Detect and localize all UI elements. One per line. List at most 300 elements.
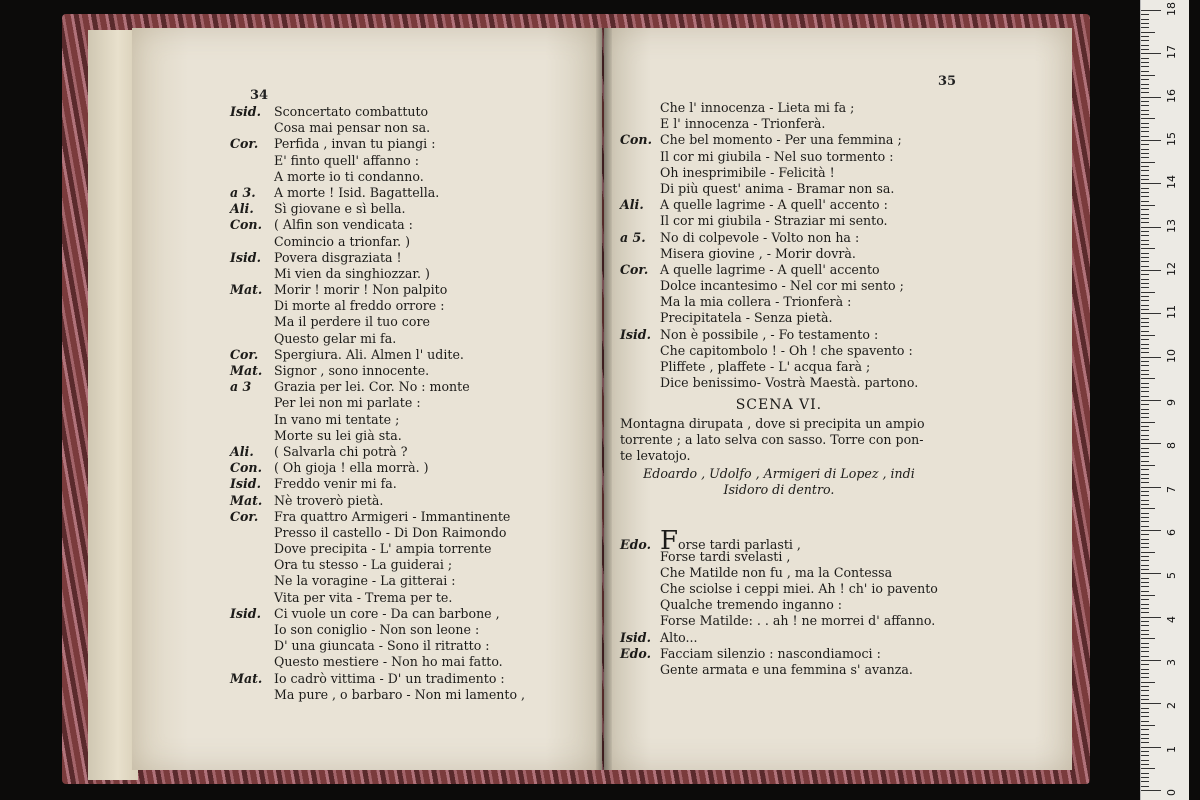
- ruler-tick: [1141, 708, 1149, 709]
- ruler-tick: [1141, 582, 1149, 583]
- ruler-tick: [1141, 530, 1161, 531]
- ruler-tick: [1141, 36, 1149, 37]
- verse-text: Gente armata e una femmina s' avanza.: [660, 662, 913, 678]
- verse-line: [230, 185, 525, 201]
- ruler-tick: [1141, 71, 1149, 72]
- speaker-label: Isid.: [230, 476, 261, 492]
- verse-line: [230, 412, 525, 428]
- ruler-tick: [1141, 253, 1149, 254]
- verse-line: [620, 375, 938, 391]
- ruler-tick: [1141, 365, 1149, 366]
- ruler-tick: [1141, 517, 1149, 518]
- verse-text: A morte ! Isid. Bagattella.: [274, 184, 440, 200]
- verse-text: Cosa mai pensar non sa.: [274, 120, 431, 136]
- ruler-tick: [1141, 664, 1149, 665]
- verse-line: [230, 654, 525, 670]
- stage-direction: [620, 416, 938, 465]
- verse-line: [620, 597, 938, 613]
- verse-line: [230, 687, 525, 703]
- speaker-label: a 3.: [230, 184, 256, 200]
- ruler-tick: [1141, 244, 1149, 245]
- ruler-tick: [1141, 725, 1155, 726]
- ruler-tick: [1141, 465, 1155, 466]
- speaker-label: Cor.: [620, 261, 649, 277]
- ruler-tick: [1141, 175, 1149, 176]
- ruler-tick: [1141, 292, 1155, 293]
- ruler-tick: [1141, 695, 1149, 696]
- character-list: [620, 466, 938, 498]
- speaker-label: Ali.: [230, 201, 254, 217]
- ruler-tick: [1141, 768, 1155, 769]
- ruler-tick: [1141, 443, 1161, 444]
- ruler-tick: [1141, 565, 1149, 566]
- left-page-number: 34: [250, 88, 269, 103]
- ruler-tick: [1141, 391, 1149, 392]
- verse-text: Oh inesprimibile - Felicità !: [660, 164, 835, 180]
- ruler-tick: [1141, 114, 1149, 115]
- verse-line: [230, 638, 525, 654]
- ruler-tick: [1141, 452, 1149, 453]
- ruler-number: 1: [1165, 745, 1178, 753]
- ruler-tick: [1141, 521, 1149, 522]
- ruler-number: 7: [1165, 485, 1178, 493]
- verse-text: Che Matilde non fu , ma la Contessa: [660, 564, 893, 580]
- verse-text: Alto...: [660, 629, 698, 645]
- ruler-tick: [1141, 127, 1149, 128]
- ruler-tick: [1141, 75, 1155, 76]
- verse-line: [230, 169, 525, 185]
- ruler-number: 13: [1165, 218, 1178, 233]
- ruler-tick: [1141, 131, 1149, 132]
- ruler-tick: [1141, 153, 1149, 154]
- ruler-tick: [1141, 703, 1161, 704]
- ruler-tick: [1141, 413, 1149, 414]
- verse-line: [620, 359, 938, 375]
- ruler-tick: [1141, 383, 1149, 384]
- ruler-number: 18: [1165, 2, 1178, 16]
- verse-line: [620, 581, 938, 597]
- verse-text: Freddo venir mi fa.: [274, 476, 397, 492]
- ruler-tick: [1141, 97, 1161, 98]
- ruler-tick: [1141, 88, 1149, 89]
- verse-text: Forse tardi svelasti ,: [660, 548, 791, 564]
- verse-line: [230, 266, 525, 282]
- ruler-tick: [1141, 482, 1149, 483]
- verse-text: Perfida , invan tu piangi :: [274, 136, 436, 152]
- ruler-tick: [1141, 66, 1149, 67]
- ruler-tick: [1141, 261, 1149, 262]
- verse-line: [230, 282, 525, 298]
- verse-line: [620, 549, 938, 565]
- verse-line: [230, 136, 525, 152]
- verse-text: A quelle lagrime - A quell' accento: [660, 261, 880, 277]
- ruler-tick: [1141, 214, 1149, 215]
- ruler-tick: [1141, 209, 1149, 210]
- ruler-tick: [1141, 105, 1149, 106]
- ruler-tick: [1141, 755, 1149, 756]
- verse-line: [230, 460, 525, 476]
- right-page: [604, 28, 1072, 770]
- ruler-tick: [1141, 573, 1161, 574]
- ruler-tick: [1141, 552, 1155, 553]
- verse-text: Comincio a trionfar. ): [274, 233, 411, 249]
- ruler-tick: [1141, 786, 1149, 787]
- speaker-label: a 5.: [620, 229, 646, 245]
- ruler-tick: [1141, 677, 1149, 678]
- verse-text: Qualche tremendo inganno :: [660, 597, 843, 613]
- ruler-number: 3: [1165, 659, 1178, 666]
- verse-line: [230, 476, 525, 492]
- ruler-tick: [1141, 491, 1149, 492]
- ruler-tick: [1141, 162, 1155, 163]
- ruler-tick: [1141, 591, 1149, 592]
- verse-line: [230, 379, 525, 395]
- ruler-tick: [1141, 192, 1149, 193]
- verse-line: [230, 525, 525, 541]
- page-edges: [88, 30, 138, 780]
- verse-line: [230, 314, 525, 330]
- ruler-tick: [1141, 721, 1149, 722]
- speaker-label: Isid.: [230, 249, 261, 265]
- ruler-tick: [1141, 400, 1161, 401]
- ruler-tick: [1141, 686, 1149, 687]
- verse-text: Il cor mi giubila - Straziar mi sento.: [660, 213, 888, 229]
- verse-text: Dice benissimo- Vostrà Maestà. partono.: [660, 375, 919, 391]
- text-line: Montagna dirupata , dove si precipita un ampio: [620, 415, 925, 431]
- ruler-tick: [1141, 612, 1149, 613]
- verse-line: [230, 557, 525, 573]
- ruler-tick: [1141, 58, 1149, 59]
- measuring-ruler: [1140, 0, 1189, 800]
- ruler-tick: [1141, 647, 1149, 648]
- ruler-tick: [1141, 118, 1155, 119]
- verse-text: ( Oh gioja ! ella morrà. ): [274, 460, 429, 476]
- verse-line: [230, 428, 525, 444]
- ruler-tick: [1141, 534, 1149, 535]
- verse-line: [230, 234, 525, 250]
- ruler-tick: [1141, 339, 1149, 340]
- verse-line: [620, 230, 938, 246]
- ruler-tick: [1141, 266, 1149, 267]
- verse-line: [230, 671, 525, 687]
- text-line: torrente ; a lato selva con sasso. Torre con pon-: [620, 431, 924, 447]
- ruler-tick: [1141, 760, 1149, 761]
- ruler-tick: [1141, 136, 1149, 137]
- ruler-tick: [1141, 781, 1149, 782]
- ruler-tick: [1141, 699, 1149, 700]
- ruler-tick: [1141, 166, 1149, 167]
- ruler-tick: [1141, 560, 1149, 561]
- ruler-tick: [1141, 222, 1149, 223]
- ruler-tick: [1141, 32, 1155, 33]
- ruler-tick: [1141, 279, 1149, 280]
- verse-text: Sì giovane e sì bella.: [274, 201, 406, 217]
- verse-text: Di più quest' anima - Bramar non sa.: [660, 180, 895, 196]
- ruler-number: 15: [1165, 132, 1178, 146]
- ruler-tick: [1141, 331, 1149, 332]
- ruler-tick: [1141, 305, 1149, 306]
- ruler-tick: [1141, 673, 1149, 674]
- ruler-tick: [1141, 690, 1149, 691]
- right-page-text: [620, 100, 938, 678]
- ruler-tick: [1141, 556, 1149, 557]
- ruler-tick: [1141, 23, 1149, 24]
- verse-text: Sconcertato combattuto: [274, 104, 429, 119]
- ruler-tick: [1141, 27, 1149, 28]
- ruler-tick: [1141, 456, 1149, 457]
- ruler-tick: [1141, 539, 1149, 540]
- verse-text: Dolce incantesimo - Nel cor mi sento ;: [660, 278, 904, 294]
- ruler-tick: [1141, 734, 1149, 735]
- left-page-text: [230, 104, 525, 703]
- ruler-tick: [1141, 625, 1149, 626]
- ruler-tick: [1141, 638, 1155, 639]
- book-gutter: [596, 28, 612, 770]
- verse-text: Che capitombolo ! - Oh ! che spavento :: [660, 342, 913, 358]
- verse-text: No di colpevole - Volto non ha :: [660, 229, 860, 245]
- ruler-tick: [1141, 578, 1149, 579]
- verse-text: orse tardi parlasti ,: [678, 536, 801, 552]
- ruler-number: 12: [1165, 262, 1178, 276]
- ruler-tick: [1141, 49, 1149, 50]
- ruler-tick: [1141, 599, 1149, 600]
- ruler-tick: [1141, 478, 1149, 479]
- ruler-tick: [1141, 422, 1155, 423]
- ruler-tick: [1141, 526, 1149, 527]
- verse-line: [620, 100, 938, 116]
- ruler-tick: [1141, 426, 1149, 427]
- ruler-tick: [1141, 45, 1149, 46]
- ruler-tick: [1141, 660, 1161, 661]
- text-line: te levatojo.: [620, 447, 691, 463]
- ruler-tick: [1141, 296, 1149, 297]
- ruler-tick: [1141, 352, 1149, 353]
- ruler-tick: [1141, 742, 1149, 743]
- ruler-tick: [1141, 634, 1149, 635]
- ruler-tick: [1141, 344, 1149, 345]
- verse-text: Spergiura. Ali. Almen l' udite.: [274, 346, 464, 362]
- verse-line: [230, 606, 525, 622]
- ruler-tick: [1141, 604, 1149, 605]
- verse-text: Dove precipita - L' ampia torrente: [274, 541, 492, 557]
- ruler-tick: [1141, 595, 1155, 596]
- speaker-label: Cor.: [230, 136, 259, 152]
- ruler-tick: [1141, 396, 1149, 397]
- ruler-number: 4: [1165, 615, 1178, 623]
- verse-text: Questo mestiere - Non ho mai fatto.: [274, 654, 503, 670]
- verse-line: [620, 343, 938, 359]
- verse-line: [620, 132, 938, 148]
- ruler-tick: [1141, 170, 1149, 171]
- verse-line: [620, 646, 938, 662]
- verse-text: Signor , sono innocente.: [274, 363, 430, 378]
- ruler-tick: [1141, 617, 1161, 618]
- verse-text: Non è possibile , - Fo testamento :: [660, 326, 879, 342]
- ruler-tick: [1141, 716, 1149, 717]
- text-line: Isidoro di dentro.: [723, 482, 835, 498]
- ruler-tick: [1141, 404, 1149, 405]
- ruler-tick: [1141, 123, 1149, 124]
- verse-line: [620, 262, 938, 278]
- ruler-tick: [1141, 10, 1161, 11]
- ruler-tick: [1141, 586, 1149, 587]
- verse-text: Pliffete , plaffete - L' acqua farà ;: [660, 359, 871, 374]
- verse-text: Grazia per lei. Cor. No : monte: [274, 379, 470, 395]
- verse-line: [230, 363, 525, 379]
- ruler-tick: [1141, 218, 1149, 219]
- verse-line: [230, 347, 525, 363]
- speaker-label: Edo.: [620, 645, 651, 661]
- verse-line: [620, 213, 938, 229]
- ruler-tick: [1141, 747, 1161, 748]
- verse-text: Che l' innocenza - Lieta mi fa ;: [660, 100, 855, 115]
- verse-text: Di morte al freddo orrore :: [274, 298, 445, 314]
- verse-line: [620, 613, 938, 629]
- ruler-tick: [1141, 283, 1149, 284]
- verse-line: [620, 149, 938, 165]
- speaker-label: Isid.: [620, 629, 651, 645]
- speaker-label: Cor.: [230, 346, 259, 362]
- verse-line: [230, 201, 525, 217]
- verse-line: [230, 395, 525, 411]
- verse-line: [230, 331, 525, 347]
- ruler-tick: [1141, 790, 1161, 791]
- verse-text: Mi vien da singhiozzar. ): [274, 265, 430, 281]
- ruler-tick: [1141, 257, 1149, 258]
- ruler-tick: [1141, 53, 1161, 54]
- speaker-label: Isid.: [230, 605, 261, 621]
- verse-text: Il cor mi giubila - Nel suo tormento :: [660, 148, 894, 164]
- ruler-tick: [1141, 14, 1149, 15]
- ruler-tick: [1141, 764, 1149, 765]
- speaker-label: Cor.: [230, 508, 259, 524]
- verse-line: [620, 278, 938, 294]
- ruler-number: 14: [1165, 175, 1178, 190]
- verse-line: [230, 622, 525, 638]
- verse-text: A quelle lagrime - A quell' accento :: [660, 197, 888, 213]
- verse-text: D' una giuncata - Sono il ritratto :: [274, 638, 490, 654]
- ruler-tick: [1141, 274, 1149, 275]
- verse-line: [620, 246, 938, 262]
- ruler-tick: [1141, 643, 1149, 644]
- ruler-tick: [1141, 469, 1149, 470]
- ruler-tick: [1141, 101, 1149, 102]
- verse-text: Ora tu stesso - La guiderai ;: [274, 557, 453, 573]
- verse-text: Ma la mia collera - Trionferà :: [660, 294, 852, 310]
- ruler-tick: [1141, 318, 1149, 319]
- ruler-tick: [1141, 196, 1149, 197]
- verse-text: Forse Matilde: . . ah ! ne morrei d' affanno.: [660, 613, 936, 629]
- verse-line: [620, 565, 938, 581]
- verse-line: [230, 250, 525, 266]
- text-line: Edoardo , Udolfo , Armigeri di Lopez , indi: [643, 466, 915, 482]
- verse-text: ( Alfin son vendicata :: [274, 217, 413, 233]
- verse-text: Ma il perdere il tuo core: [274, 314, 430, 330]
- verse-text: E l' innocenza - Trionferà.: [660, 116, 826, 132]
- ruler-tick: [1141, 656, 1149, 657]
- verse-line: [230, 120, 525, 136]
- ruler-number: 17: [1165, 45, 1178, 60]
- speaker-label: Isid.: [620, 326, 651, 342]
- ruler-number: 0: [1165, 789, 1178, 796]
- ruler-tick: [1141, 500, 1149, 501]
- ruler-tick: [1141, 751, 1149, 752]
- ruler-tick: [1141, 361, 1149, 362]
- verse-text: Nè troverò pietà.: [274, 492, 384, 508]
- ruler-tick: [1141, 92, 1149, 93]
- ruler-tick: [1141, 504, 1149, 505]
- ruler-tick: [1141, 348, 1149, 349]
- verse-line: [620, 294, 938, 310]
- verse-line: [230, 444, 525, 460]
- ruler-tick: [1141, 179, 1149, 180]
- ruler-tick: [1141, 543, 1149, 544]
- ruler-tick: [1141, 417, 1149, 418]
- left-page: [132, 28, 602, 770]
- verse-text: Ci vuole un core - Da can barbone ,: [274, 605, 500, 621]
- speaker-label: Ali.: [620, 197, 644, 213]
- right-page-number: 35: [938, 74, 957, 89]
- scene-heading: SCENA VI.: [735, 397, 823, 414]
- ruler-number: 9: [1165, 399, 1178, 406]
- verse-line: [230, 493, 525, 509]
- ruler-tick: [1141, 547, 1149, 548]
- verse-line: [620, 165, 938, 181]
- speaker-label: Isid.: [230, 104, 261, 119]
- verse-text: Che sciolse i ceppi miei. Ah ! ch' io pavento: [660, 581, 938, 597]
- ruler-tick: [1141, 669, 1149, 670]
- speaker-label: Con.: [230, 460, 262, 476]
- verse-line: [230, 153, 525, 169]
- verse-text: Presso il castello - Di Don Raimondo: [274, 524, 507, 540]
- verse-line: [620, 662, 938, 678]
- verse-text: Ne la voragine - La gitterai :: [274, 573, 456, 589]
- ruler-number: 8: [1165, 442, 1178, 450]
- verse-text: Morir ! morir ! Non palpito: [274, 282, 448, 298]
- ruler-tick: [1141, 201, 1149, 202]
- speaker-label: Mat.: [230, 492, 263, 508]
- speaker-label: Con.: [230, 217, 262, 233]
- ruler-tick: [1141, 110, 1149, 111]
- ruler-tick: [1141, 149, 1149, 150]
- ruler-tick: [1141, 370, 1149, 371]
- verse-text: Io son coniglio - Non son leone :: [274, 622, 480, 637]
- ruler-tick: [1141, 608, 1149, 609]
- verse-text: E' finto quell' affanno :: [274, 152, 419, 168]
- verse-line: [620, 197, 938, 213]
- ruler-tick: [1141, 387, 1149, 388]
- ruler-tick: [1141, 487, 1161, 488]
- ruler-number: 6: [1165, 529, 1178, 536]
- ruler-tick: [1141, 461, 1149, 462]
- verse-line: [230, 509, 525, 525]
- ruler-tick: [1141, 738, 1149, 739]
- ruler-tick: [1141, 409, 1149, 410]
- verse-text: Vita per vita - Trema per te.: [274, 589, 453, 605]
- ruler-tick: [1141, 300, 1149, 301]
- ruler-tick: [1141, 322, 1149, 323]
- ruler-tick: [1141, 227, 1161, 228]
- ruler-tick: [1141, 435, 1149, 436]
- verse-text: In vano mi tentate ;: [274, 411, 400, 427]
- ruler-tick: [1141, 729, 1149, 730]
- verse-text: Facciam silenzio : nascondiamoci :: [660, 645, 881, 661]
- ruler-tick: [1141, 140, 1161, 141]
- speaker-label: a 3: [230, 379, 252, 395]
- verse-line: [620, 327, 938, 343]
- ruler-tick: [1141, 712, 1149, 713]
- verse-text: ( Salvarla chi potrà ?: [274, 443, 408, 459]
